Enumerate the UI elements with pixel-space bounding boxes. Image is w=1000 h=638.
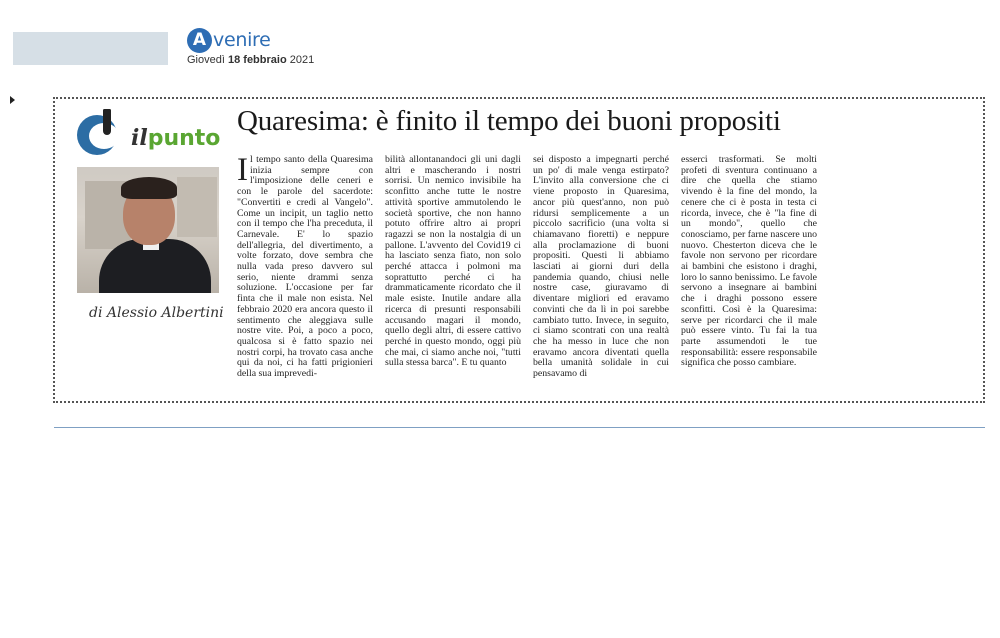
dateline-date: 18 febbraio — [227, 54, 287, 66]
il-punto-punto: punto — [147, 126, 221, 151]
author-byline: di Alessio Albertini — [89, 305, 224, 321]
article-column-3: sei disposto a impegnarti perché un po' di male venga estirpato? L'invito alla conversione che ci viene proposto in Quaresima, ancor più quest'anno, non può ridursi semplicemente a un piccolo sacrificio (una volta si chiamavano fioretti) e neppure alla proclamazione di buoni propositi. Questi li abbiamo lasciati ai giorni duri della pandemia quando, chiusi nelle nostre case, giuravamo di diventare migliori ed eravamo convinti che da lì in poi sarebbe cambiato tutto. Invece, in seguito, ci siamo scontrati con una realtà che ha messo in luce che non eravamo ancora diventati quella bella umanità solidale in cui pensavamo di — [533, 155, 669, 380]
page-divider — [54, 427, 985, 428]
article-column-2: bilità allontanandoci gli uni dagli altri e mascherando i nostri sorrisi. Un nemico invisibile ha sconfitto anche tutte le nostre attività sportive ammutolendo le società sportive, che non hanno potuto offrire altro ai propri ragazzi se non la nostalgia di un pallone. L'avvento del Covid19 ci ha lasciato senza fiato, non solo perché attacca i polmoni ma soprattutto perché ci ha drammaticamente ricordato che il male esiste. Inutile andare alla ricerca di presunti responsabili accusando magari il mondo, quello degli altri, di essere cattivo perché in questo mondo, oggi più che mai, ci siamo anche noi, "tutti sulla stessa barca". E tu quanto — [385, 155, 521, 369]
page-marker-arrow-icon — [10, 96, 15, 104]
dateline-year: 2021 — [289, 54, 315, 66]
masthead-placeholder-bar — [13, 32, 168, 65]
drop-cap: I — [237, 155, 248, 188]
author-photo — [77, 167, 219, 293]
article-column-1 — [237, 155, 373, 399]
il-punto-il: il — [131, 125, 148, 151]
logo-word: venire — [213, 29, 271, 51]
article-box — [53, 97, 985, 403]
article-headline: Quaresima: è finito il tempo dei buoni propositi — [237, 105, 781, 137]
masthead — [187, 27, 314, 66]
pen-nib-icon — [103, 109, 111, 135]
article-column-1-text: l tempo santo della Quaresima inizia sempre con l'imposizione delle ceneri e con le parole del sacerdote: "Convertiti e credi al Vangelo". Come un incipit, un taglio netto con il tempo che l'ha preceduta, il Carnevale. E' lo spazio dell'allegria, del divertimento, a volte forzato, dove sembra che nulla vada preso davvero sul serio, niente drammi senza soluzione. L'occasione per far finta che il male non esista. Nel febbraio 2020 era ancora questo il sentimento che aleggiava sulle nostre vite. Poi, a poco a poco, qualcosa si è fatto spazio nei nostri corpi, ha trovato casa anche qui da noi, ci ha fatti prigionieri della sua imprevedi- — [237, 155, 373, 380]
newspaper-logo — [187, 27, 314, 53]
dateline — [187, 54, 314, 66]
article-column-4: esserci trasformati. Se molti profeti di sventura continuano a dire che quella che stiamo vivendo è la fine del mondo, la cenere che ci è posta in testa ci ricorda, invece, che è "la fine di un mondo", quello che conosciamo, per farne nascere uno nuovo. Chesterton diceva che le favole non servono per ricordare ai bambini che esistono i draghi, loro lo sanno benissimo. Le favole servono a insegnare ai bambini che i draghi possono essere sconfitti. Così è la Quaresima: serve per ricordarci che il male può essere vinto. Tu fai la tua parte assumendoti le tue responsabilità: essere responsabile significa che posso cambiare. — [681, 155, 817, 369]
dateline-weekday: Giovedì — [187, 54, 225, 66]
il-punto-logo — [77, 105, 225, 161]
logo-initial: A — [187, 28, 212, 53]
